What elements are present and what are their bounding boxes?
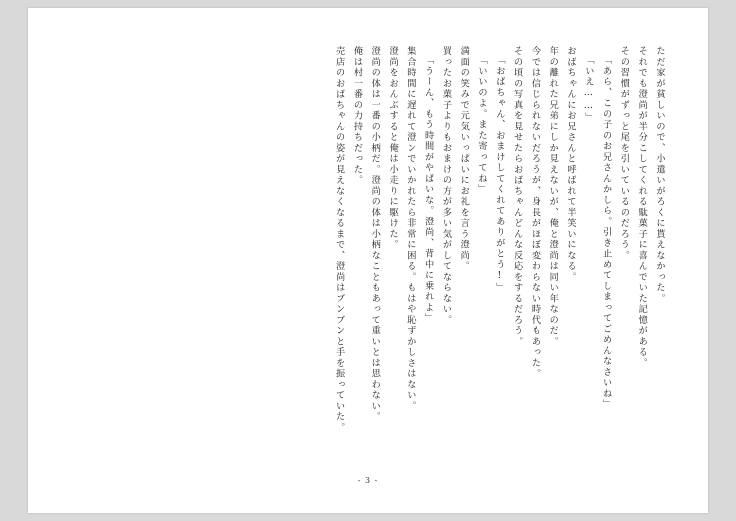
vertical-text-block: [326, 46, 664, 456]
text-column: 満面の笑みで元気いっぱいにお礼を言う澄尚。: [458, 46, 470, 272]
text-column: その頃の写真を見せたらおばちゃんどんな反応をするだろう。: [511, 46, 523, 347]
text-column: 「いいのよ。また寄ってね」: [476, 55, 488, 195]
text-column: 「おばちゃん、おまけしてくれてありがとう!」: [493, 55, 505, 294]
text-column: その習慣がずっと尾を引いているのだろう。: [618, 46, 630, 261]
text-column: 澄尚をおんぶすると俺は小走りに駆けた。: [387, 46, 399, 251]
text-column: 集合時間に遅れて澄ンでいかれたら非常に困る。もはや恥ずかしさはない。: [404, 46, 416, 412]
text-column: おばちゃんにお兄さんと呼ばれて半笑いになる。: [565, 46, 577, 283]
text-column: 澄尚の体は一番の小柄だ。澄尚の体は小柄なこともあって重いとは思わない。: [369, 46, 381, 423]
text-column: 今では信じられないだろうが、身長がほぼ変わらない時代もあった。: [529, 46, 541, 380]
text-column: ただ家が貧しいので、小遣いがろくに貰えなかった。: [654, 46, 665, 304]
text-column: 売店のおばちゃんの姿が見えなくなるまで、澄尚はブンブンと手を振っていた。: [333, 46, 345, 433]
text-column: 俺は村一番の力持ちだった。: [351, 46, 363, 186]
text-column: 「いえ……」: [582, 55, 594, 124]
text-column: 「うーん、もう時間がやばいな。澄尚、背中に乗れよ」: [422, 55, 434, 324]
text-column: 「あら、この子のお兄さんかしら。引き止めてしまってごめんなさいね」: [600, 55, 612, 410]
text-column: 買ったお菓子よりもおまけの方が多い気がしてならない。: [440, 46, 452, 326]
document-page: [28, 8, 708, 513]
text-column: 年の離れた兄弟にしか見えないが、俺と澄尚は同い年なのだ。: [547, 46, 559, 347]
page-number: - 3 -: [357, 476, 379, 485]
text-column: それでも澄尚が半分こしてくれる駄菓子に喜んでいた記憶がある。: [636, 46, 648, 369]
